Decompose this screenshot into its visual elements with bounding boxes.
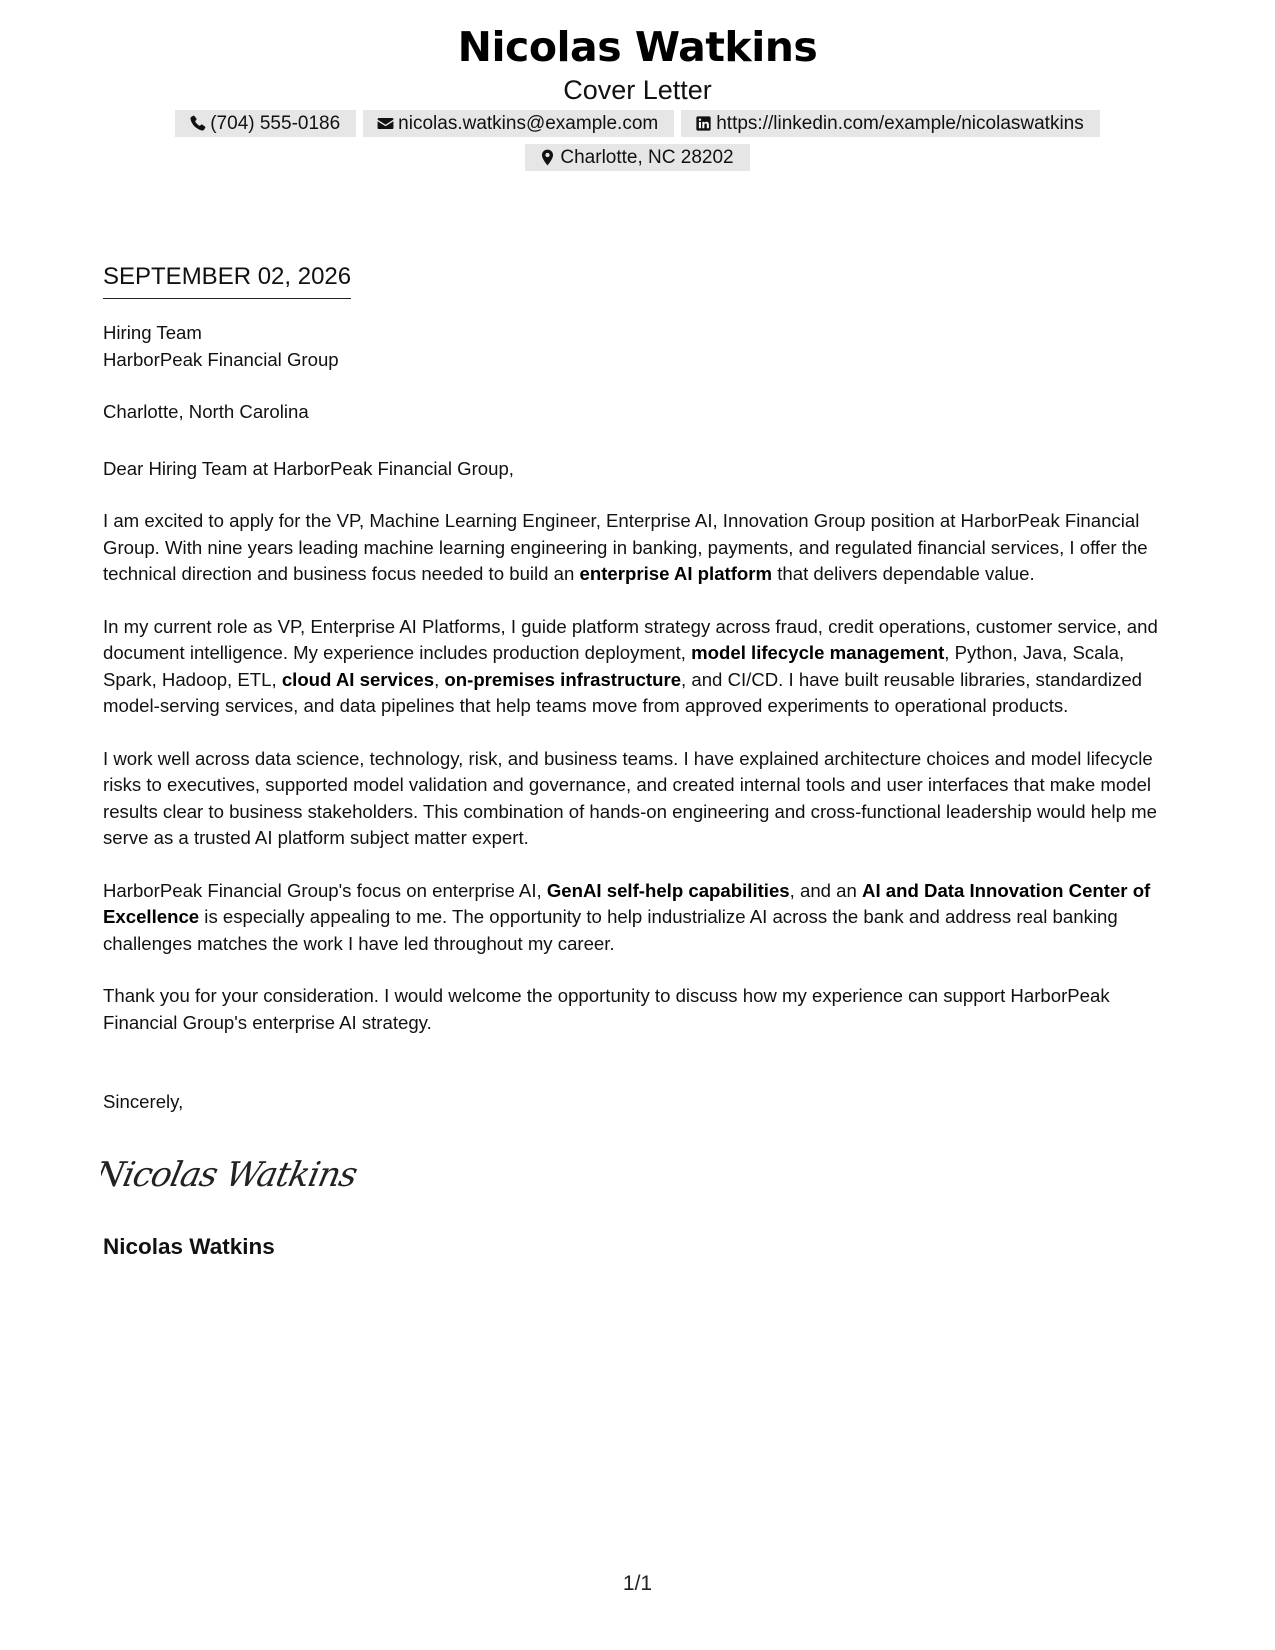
- recipient-city: Charlotte, North Carolina: [103, 401, 309, 422]
- letter-header: [0, 22, 1275, 171]
- paragraph-text: ,: [434, 668, 445, 690]
- location-text: Charlotte, NC 28202: [560, 147, 734, 168]
- paragraph-text: I work well across data science, technology, risk, and business teams. I have explained architecture choices and model lifecycle risks to executives, supported model validation and governance, and created internal tools and user interfaces that make model results clear to business stakeholders. This combination of hands-on engineering and cross-functional leadership would help me serve as a trusted AI platform subject matter expert.: [103, 747, 1157, 848]
- salutation: Dear Hiring Team at HarborPeak Financial Group,: [103, 458, 514, 479]
- paragraph-text: is especially appealing to me. The opportunity to help industrialize AI across the bank and address real banking challenges matches the work I have led throughout my career.: [103, 906, 1118, 954]
- paragraph-text: I am excited to apply for the VP, Machine Learning Engineer, Enterprise AI, Innovation Group position at HarborPeak Financial Group. With nine years leading machine learning engineering in banking, payments, and regulated financial services, I offer the technical direction and business focus needed to build an: [103, 510, 1148, 584]
- contact-phone: [175, 110, 356, 137]
- paragraph-text: Thank you for your consideration. I would welcome the opportunity to discuss how my experience can support HarborPeak Financial Group's enterprise AI strategy.: [103, 985, 1110, 1033]
- signed-name: Nicolas Watkins: [103, 1234, 275, 1259]
- svg-text:Nicolas Watkins: Nicolas Watkins: [101, 1155, 361, 1195]
- map-marker-icon: [538, 148, 557, 167]
- body-paragraph: [103, 878, 1178, 958]
- emphasis-text: on-premises infrastructure: [444, 668, 682, 690]
- paragraph-text: , Python, Java, Scala, Spark, Hadoop, ETL,: [103, 642, 1125, 690]
- applicant-name-heading: Nicolas Watkins: [457, 23, 818, 71]
- emphasis-text: model lifecycle management: [691, 642, 945, 663]
- phone-text: (704) 555-0186: [210, 113, 341, 134]
- body-paragraph: [103, 746, 1178, 852]
- contact-email: [363, 110, 674, 137]
- paragraph-text: In my current role as VP, Enterprise AI Platforms, I guide platform strategy across fraud, credit operations, customer service, and document intelligence. My experience includes production deployment,: [103, 615, 1158, 663]
- letter-body: [103, 508, 1178, 1062]
- paragraph-text: , and CI/CD. I have built reusable libraries, standardized model-serving services, and data pipelines that help teams move from approved experiments to operational products.: [103, 668, 1142, 716]
- paragraph-text: , and an: [789, 879, 863, 901]
- closing: Sincerely,: [103, 1091, 184, 1112]
- recipient-address: [103, 320, 1178, 426]
- envelope-icon: [376, 114, 395, 133]
- body-paragraph: [103, 508, 1178, 588]
- document-subtitle: Cover Letter: [563, 75, 712, 105]
- page-number: 1/1: [622, 1572, 653, 1595]
- body-paragraph: [103, 983, 1178, 1036]
- contact-row-secondary: [0, 144, 1275, 171]
- emphasis-text: GenAI self-help capabilities: [546, 879, 790, 901]
- handwritten-signature: [101, 1146, 361, 1211]
- emphasis-text: enterprise AI platform: [579, 563, 773, 584]
- paragraph-text: HarborPeak Financial Group's focus on enterprise AI,: [103, 879, 547, 901]
- linkedin-icon: [694, 114, 713, 133]
- emphasis-text: cloud AI services: [281, 668, 435, 690]
- contact-linkedin: [681, 110, 1100, 137]
- phone-icon: [188, 114, 207, 133]
- letter-date-block: [103, 262, 351, 299]
- contact-location: [525, 144, 749, 171]
- contact-row-primary: [0, 110, 1275, 137]
- emphasis-text: AI and Data Innovation Center of Excellence: [103, 879, 1151, 927]
- recipient-company: HarborPeak Financial Group: [103, 348, 339, 370]
- letter-date: SEPTEMBER 02, 2026: [103, 262, 351, 299]
- recipient-line: Hiring Team: [103, 322, 202, 343]
- signature-image: [101, 1146, 361, 1206]
- paragraph-text: that delivers dependable value.: [772, 563, 1035, 584]
- email-text: nicolas.watkins@example.com: [398, 113, 659, 134]
- linkedin-text: https://linkedin.com/example/nicolaswatkins: [716, 113, 1084, 134]
- body-paragraph: [103, 614, 1178, 720]
